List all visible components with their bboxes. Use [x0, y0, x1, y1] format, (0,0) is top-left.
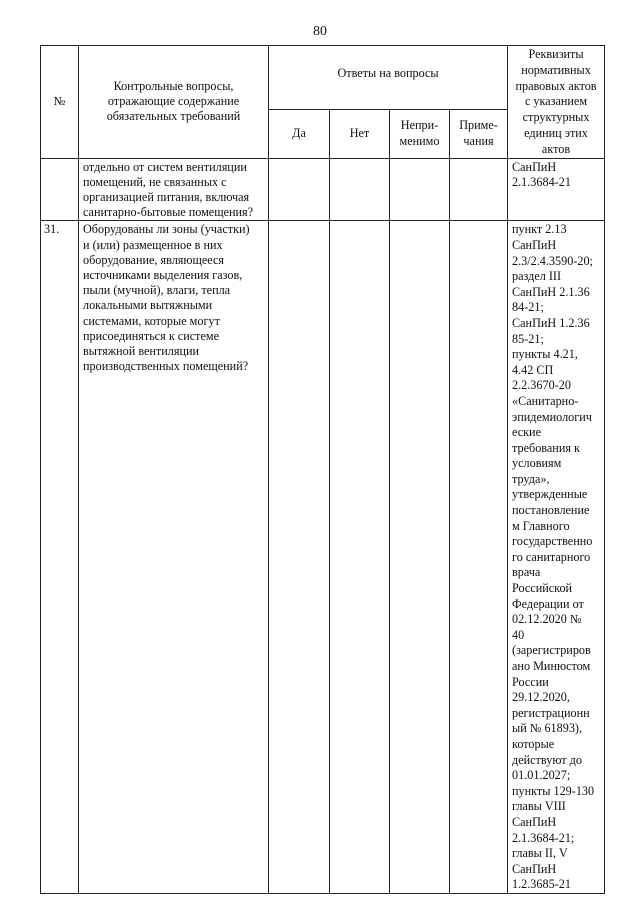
answer-yes-cell [269, 221, 330, 894]
row-requisites [508, 221, 605, 894]
requisite-line: СанПиН 2.1.36 [512, 284, 590, 299]
question-line: санитарно-бытовые помещения? [83, 205, 254, 220]
row-number: 31. [41, 221, 79, 894]
header-requisites-line: правовых актов [515, 78, 597, 93]
requisite-line: м Главного [512, 518, 570, 533]
requisite-line: 4.42 СП [512, 362, 554, 377]
requisite-line: условиям [512, 456, 562, 471]
answer-not-applicable-cell [390, 158, 450, 221]
requisite-line: СанПиН 1.2.36 [512, 315, 590, 330]
requisite-line: 40 [512, 627, 525, 642]
question-line: и (или) размещенное в них [83, 237, 223, 252]
requisite-line: 2.3/2.4.3590-20; [512, 253, 593, 268]
requisite-line: пункты 4.21, [512, 347, 578, 362]
answer-not-applicable-cell [390, 221, 450, 894]
requisite-line: врача [512, 565, 541, 580]
requisite-line: СанПиН [512, 861, 557, 876]
requisite-line: России [512, 674, 549, 689]
question-line: организацией питания, включая [83, 189, 250, 204]
header-requisites-line: Реквизиты [528, 47, 584, 61]
requisite-line: государственно [512, 534, 593, 549]
header-questions-line: отражающие содержание [107, 94, 240, 109]
question-line: отдельно от систем вентиляции [83, 159, 247, 174]
header-questions [79, 46, 269, 159]
header-answers: Ответы на вопросы [269, 46, 508, 110]
header-requisites-line: актов [541, 141, 571, 156]
requisite-line: раздел III [512, 269, 562, 284]
requisite-line: главы II, V [512, 846, 568, 861]
row-question [79, 221, 269, 894]
answer-notes-cell [450, 158, 508, 221]
question-line: локальными вытяжными [83, 298, 213, 313]
requisite-line: ано Минюстом [512, 659, 591, 674]
requisite-line: пункт 2.13 [512, 222, 567, 237]
requisite-line: Российской [512, 581, 573, 596]
header-requisites-line: с указанием [524, 94, 588, 109]
requisite-line: труда», [512, 471, 550, 486]
answer-no-cell [330, 221, 390, 894]
question-line: вытяжной вентиляции [83, 344, 200, 359]
requisite-line: требования к [512, 440, 580, 455]
row-question [79, 158, 269, 221]
question-line: присоединяться к системе [83, 328, 220, 343]
requisite-line: 1.2.3685-21 [512, 877, 571, 892]
header-questions-line: Контрольные вопросы, [113, 78, 234, 93]
requisite-line: постановление [512, 503, 590, 518]
header-not-applicable-line: Непри- [400, 118, 439, 133]
header-notes-line: Приме- [459, 118, 498, 133]
requisite-line: ый № 61893), [512, 721, 583, 736]
header-yes: Да [269, 109, 330, 158]
requisite-line: утвержденные [512, 487, 588, 502]
question-line: источниками выделения газов, [83, 268, 243, 282]
requisite-line: пункты 129-130 [512, 783, 595, 798]
question-line: оборудование, являющееся [83, 252, 225, 267]
header-requisites-line: нормативных [521, 62, 591, 77]
header-row-top [41, 46, 605, 110]
requisite-line: 2.1.3684-21 [512, 175, 571, 190]
requisite-line: главы VIII [512, 799, 566, 814]
requisite-line: го санитарного [512, 549, 591, 564]
page-number: 80 [313, 24, 327, 39]
requisite-line: «Санитарно- [512, 393, 579, 408]
answer-no-cell [330, 158, 390, 221]
answer-yes-cell [269, 158, 330, 221]
header-notes-line: чания [463, 133, 494, 148]
requisite-line: эпидемиологич [512, 409, 592, 424]
requisite-line: 2.1.3684-21; [512, 830, 575, 845]
requisite-line: Федерации от [512, 596, 584, 611]
header-number: № [41, 46, 79, 159]
requisite-line: 29.12.2020, [512, 690, 570, 705]
question-line: помещений, не связанных с [83, 174, 227, 189]
row-requisites [508, 158, 605, 221]
question-line: производственных помещений? [83, 359, 249, 374]
question-line: пыли (мучной), влаги, тепла [83, 283, 231, 298]
header-requisites-line: структурных [522, 110, 590, 125]
requisite-line: действуют до [512, 752, 582, 767]
requisite-line: 84-21; [512, 300, 544, 315]
requisite-line: (зарегистриров [512, 643, 591, 658]
header-requisites-line: единиц этих [524, 125, 588, 140]
header-questions-line: обязательных требований [106, 109, 241, 124]
requisite-line: 01.01.2027; [512, 768, 571, 783]
header-not-applicable-line: менимо [399, 133, 440, 148]
requisite-line: 85-21; [512, 331, 544, 346]
requisite-line: регистрационн [512, 705, 590, 720]
requisite-line: СанПиН [512, 814, 557, 829]
header-requisites [508, 46, 605, 159]
requisite-line: СанПиН [512, 159, 557, 174]
requisite-line: еские [512, 425, 541, 440]
header-notes [450, 109, 508, 158]
answer-notes-cell [450, 221, 508, 894]
requisite-line: которые [512, 736, 555, 751]
table-row [41, 158, 605, 221]
header-not-applicable [390, 109, 450, 158]
requisite-line: 02.12.2020 № [512, 612, 582, 627]
table-row [41, 221, 605, 894]
requisite-line: 2.2.3670-20 [512, 378, 571, 393]
question-line: системами, которые могут [83, 313, 220, 328]
question-line: Оборудованы ли зоны (участки) [83, 222, 250, 237]
requirements-table [40, 45, 605, 894]
row-number [41, 158, 79, 221]
header-no: Нет [330, 109, 390, 158]
requisite-line: СанПиН [512, 237, 557, 252]
